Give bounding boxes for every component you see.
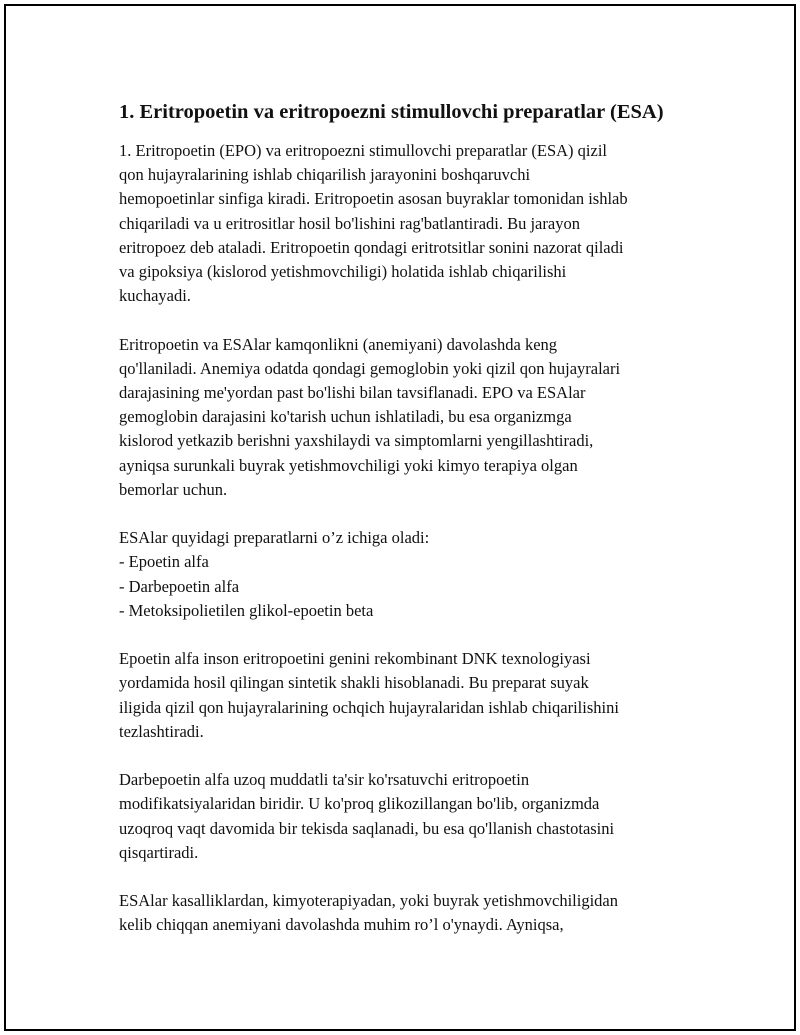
text-line: qo'llaniladi. Anemiya odatda qondagi gemoglobin yoki qizil qon hujayralari	[119, 358, 621, 378]
text-line: ayniqsa surunkali buyrak yetishmovchiligi yoki kimyo terapiya olgan	[119, 455, 578, 475]
text-line: Epoetin alfa inson eritropoetini genini rekombinant DNK texnologiyasi	[119, 649, 591, 669]
text-line: eritropoez deb ataladi. Eritropoetin qondagi eritrotsitlar sonini nazorat qiladi	[119, 237, 624, 257]
text-line: modifikatsiyalaridan biridir. U ko'proq glikozillangan bo'lib, organizmda	[119, 794, 600, 814]
paragraph-intro	[119, 139, 689, 308]
paragraph-esa-list	[119, 526, 689, 623]
text-line: qon hujayralarining ishlab chiqarilish jarayonini boshqaruvchi	[119, 165, 531, 185]
paragraph-esa-usage	[119, 889, 689, 937]
text-line: 1. Eritropoetin (EPO) va eritropoezni stimullovchi preparatlar (ESA) qizil	[119, 141, 607, 160]
list-item: - Metoksipolietilen glikol-epoetin beta	[119, 600, 374, 620]
document-body	[119, 99, 689, 962]
paragraph-epoetin-alfa	[119, 647, 689, 744]
page-frame	[4, 4, 796, 1031]
text-line: qisqartiradi.	[119, 842, 199, 862]
text-line: Eritropoetin va ESAlar kamqonlikni (anemiyani) davolashda keng	[119, 334, 558, 354]
text-line: kelib chiqqan anemiyani davolashda muhim ro’l o'ynaydi. Ayniqsa,	[119, 915, 564, 935]
text-line: uzoqroq vaqt davomida bir tekisda saqlanadi, bu esa qo'llanish chastotasini	[119, 818, 615, 838]
text-line: va gipoksiya (kislorod yetishmovchiligi) holatida ishlab chiqarilishi	[119, 262, 567, 282]
text-line: chiqariladi va u eritrositlar hosil bo'lishini rag'batlantiradi. Bu jarayon	[119, 213, 580, 233]
text-line: kuchayadi.	[119, 286, 191, 306]
list-item: - Darbepoetin alfa	[119, 576, 240, 596]
paragraph-darbepoetin-alfa	[119, 768, 689, 865]
text-line: tezlashtiradi.	[119, 721, 204, 741]
text-line: iligida qizil qon hujayralarining ochqich hujayralaridan ishlab chiqarilishini	[119, 697, 619, 717]
text-line: darajasining me'yordan past bo'lishi bilan tavsiflanadi. EPO va ESAlar	[119, 383, 586, 403]
paragraph-anemia	[119, 333, 689, 502]
text-line: Darbepoetin alfa uzoq muddatli ta'sir ko'rsatuvchi eritropoetin	[119, 770, 530, 790]
list-intro: ESAlar quyidagi preparatlarni o’z ichiga oladi:	[119, 528, 430, 548]
text-line: yordamida hosil qilingan sintetik shakli hisoblanadi. Bu preparat suyak	[119, 673, 589, 693]
text-line: ESAlar kasalliklardan, kimyoterapiyadan, yoki buyrak yetishmovchiligidan	[119, 891, 619, 911]
list-item: - Epoetin alfa	[119, 552, 209, 572]
text-line: bemorlar uchun.	[119, 479, 228, 499]
document-title: 1. Eritropoetin va eritropoezni stimullovchi preparatlar (ESA)	[119, 101, 664, 123]
text-line: kislorod yetkazib berishni yaxshilaydi va simptomlarni yengillashtiradi,	[119, 431, 594, 451]
text-line: hemopoetinlar sinfiga kiradi. Eritropoetin asosan buyraklar tomonidan ishlab	[119, 189, 628, 209]
text-line: gemoglobin darajasini ko'tarish uchun ishlatiladi, bu esa organizmga	[119, 407, 572, 427]
